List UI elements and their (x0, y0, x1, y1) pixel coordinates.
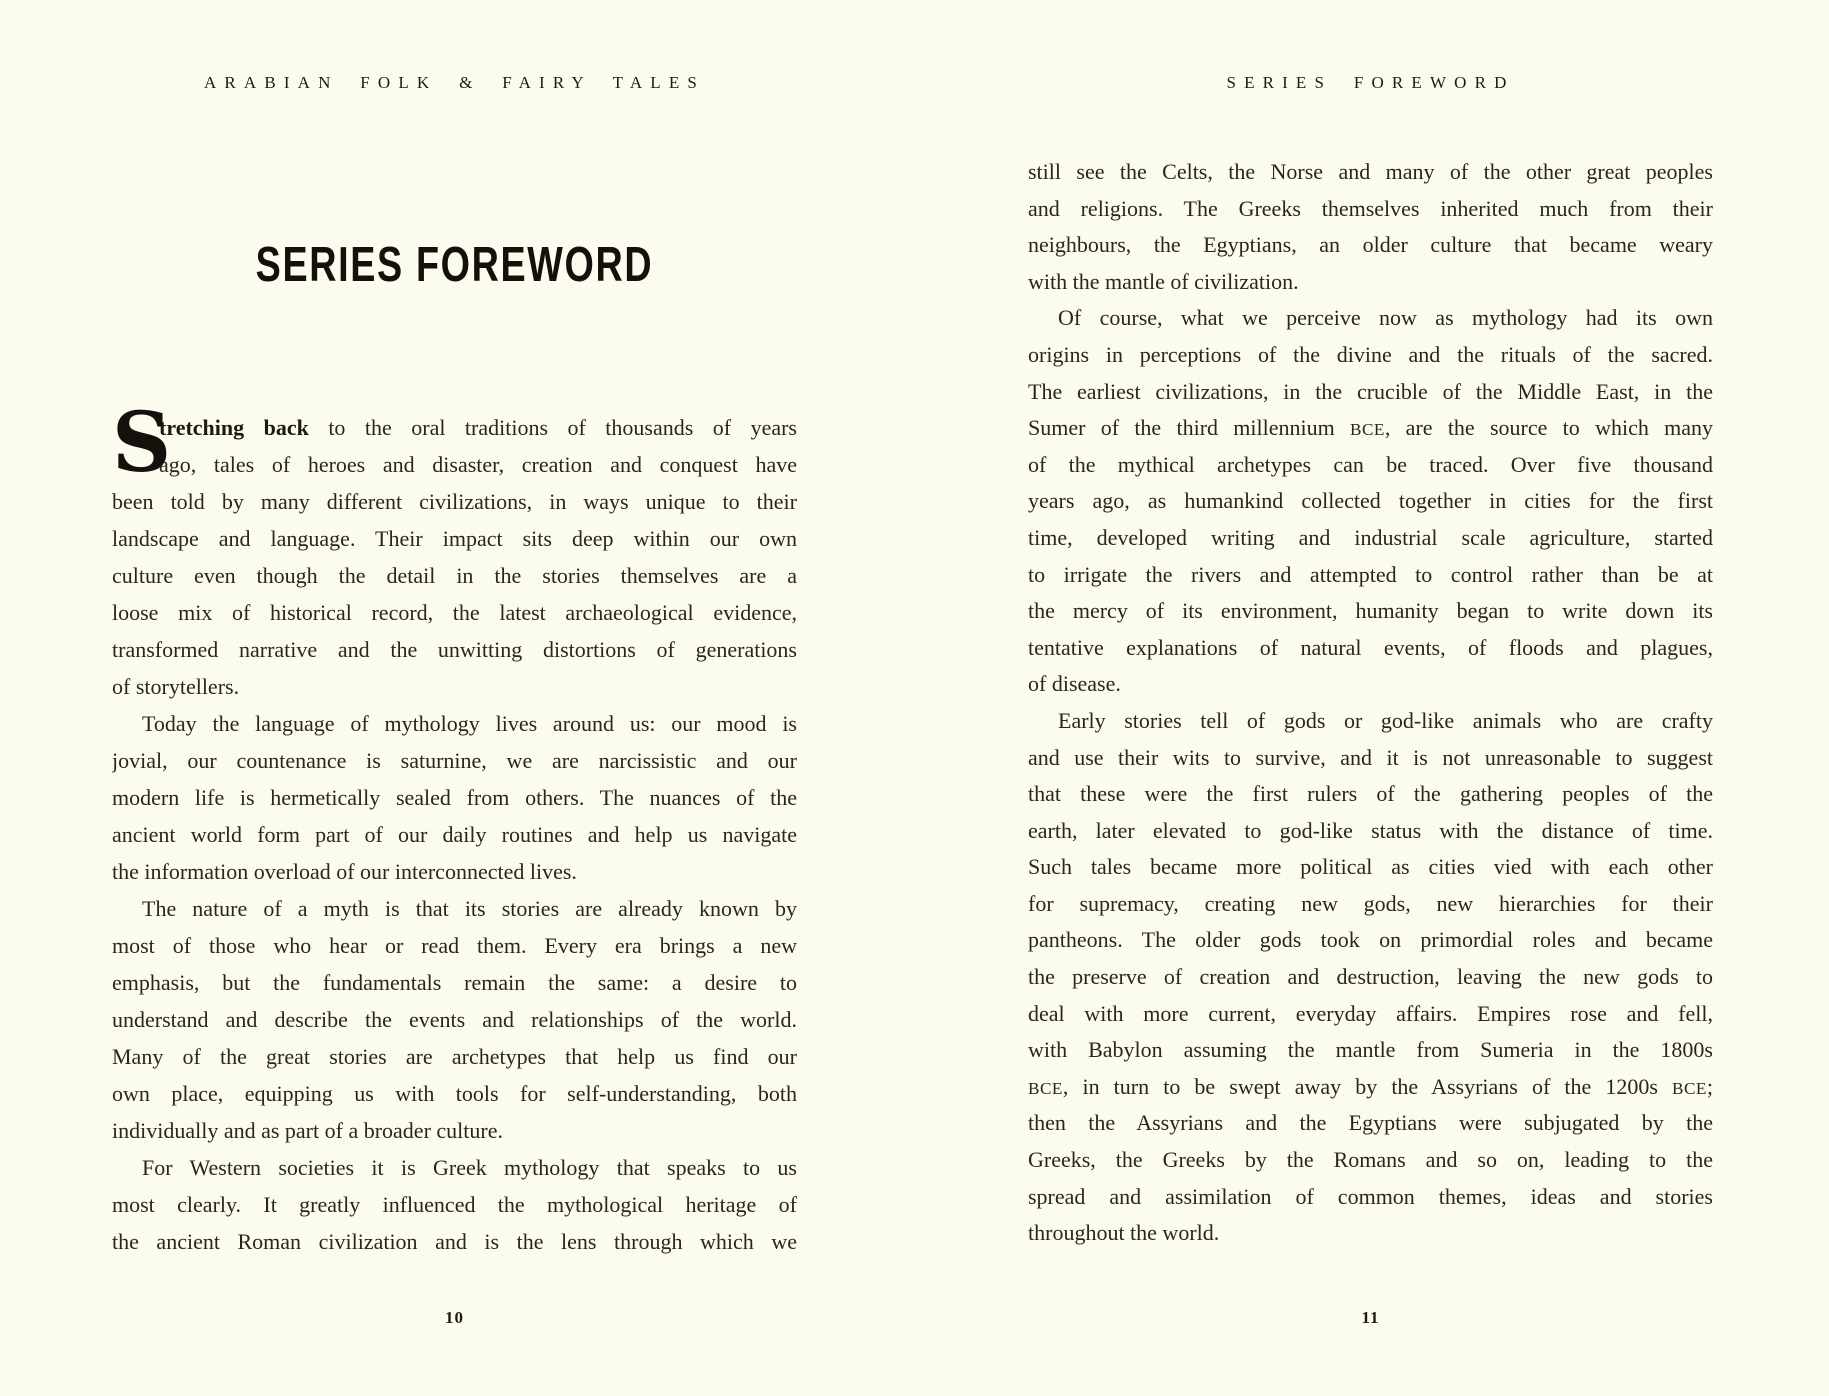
text-line: For Western societies it is Greek mythology that speaks to us (142, 1155, 797, 1180)
text-line: Sumer of the third millennium BCE, are the source to which many (1028, 415, 1713, 441)
text-line: landscape and language. Their impact sits deep within our own (112, 526, 797, 551)
right-body-lines (1028, 154, 1713, 1252)
chapter-title-text: SERIES FOREWORD (255, 236, 654, 292)
text-line: jovial, our countenance is saturnine, we are narcissistic and our (112, 748, 797, 773)
text-line: been told by many different civilizations, in ways unique to their (112, 489, 797, 514)
text-line: of storytellers. (112, 674, 240, 699)
text-line: own place, equipping us with tools for self-understanding, both (112, 1081, 797, 1106)
text-line: deal with more current, everyday affairs. Empires rose and fell, (1028, 1000, 1713, 1026)
text-line: Early stories tell of gods or god-like animals who are crafty (1058, 707, 1713, 733)
text-line (112, 409, 797, 446)
left-body-text (112, 395, 797, 1260)
text-line: The nature of a myth is that its stories are already known by (142, 896, 797, 921)
text-line: still see the Celts, the Norse and many of the other great peoples (1028, 159, 1713, 184)
chapter-title (112, 236, 797, 292)
text-line: time, developed writing and industrial scale agriculture, started (1028, 524, 1713, 550)
text-line: neighbours, the Egyptians, an older culture that became weary (1028, 232, 1713, 258)
text-line: origins in perceptions of the divine and the rituals of the sacred. (1028, 341, 1713, 367)
text-line: of the mythical archetypes can be traced. Over five thousand (1028, 451, 1713, 477)
text-line: that these were the first rulers of the gathering peoples of the (1028, 781, 1713, 807)
drop-cap: S (112, 395, 172, 491)
text-line: to irrigate the rivers and attempted to control rather than be at (1028, 561, 1713, 587)
text-line: Greeks, the Greeks by the Romans and so on, leading to the (1028, 1147, 1713, 1173)
text-line: most of those who hear or read them. Every era brings a new (112, 933, 797, 958)
text-line: years ago, as humankind collected together in cities for the first (1028, 488, 1713, 514)
text-line: Many of the great stories are archetypes that help us find our (112, 1044, 797, 1069)
text-line: and use their wits to survive, and it is not unreasonable to suggest (1028, 744, 1713, 770)
right-page (1028, 0, 1713, 1396)
text-line: with the mantle of civilization. (1028, 268, 1299, 294)
text-line: pantheons. The older gods took on primordial roles and became (1028, 927, 1713, 953)
text-line: with Babylon assuming the mantle from Sumeria in the 1800s (1028, 1037, 1713, 1063)
text-line: earth, later elevated to god-like status with the distance of time. (1028, 817, 1713, 843)
text-line: the preserve of creation and destruction, leaving the new gods to (1028, 964, 1713, 990)
text-line: understand and describe the events and relationships of the world. (112, 1007, 797, 1032)
text-line: then the Assyrians and the Egyptians were subjugated by the (1028, 1110, 1713, 1136)
text-line: individually and as part of a broader culture. (112, 1118, 503, 1143)
text-line: tentative explanations of natural events, of floods and plagues, (1028, 634, 1713, 660)
text-line: Today the language of mythology lives around us: our mood is (142, 711, 797, 736)
left-page (112, 0, 797, 1396)
text-line: ancient world form part of our daily routines and help us navigate (112, 822, 797, 847)
page-number-right: 11 (1361, 1308, 1380, 1327)
text-line: modern life is hermetically sealed from others. The nuances of the (112, 785, 797, 810)
text-line: for supremacy, creating new gods, new hierarchies for their (1028, 890, 1713, 916)
text-line: most clearly. It greatly influenced the mythological heritage of (112, 1192, 797, 1217)
text-line: The earliest civilizations, in the crucible of the Middle East, in the (1028, 378, 1713, 404)
text-line: the information overload of our interconnected lives. (112, 859, 577, 884)
text-line: transformed narrative and the unwitting distortions of generations (112, 637, 797, 662)
text-line: spread and assimilation of common themes, ideas and stories (1028, 1183, 1713, 1209)
text-line: culture even though the detail in the stories themselves are a (112, 563, 797, 588)
text-line: the mercy of its environment, humanity began to write down its (1028, 598, 1713, 624)
text-line: throughout the world. (1028, 1220, 1220, 1246)
text-line: BCE, in turn to be swept away by the Assyrians of the 1200s BCE; (1028, 1073, 1713, 1099)
text-line: Such tales became more political as cities vied with each other (1028, 854, 1713, 880)
text-line: loose mix of historical record, the latest archaeological evidence, (112, 600, 797, 625)
bold-lead-text: tretching back (159, 415, 309, 440)
running-head-book-title: ARABIAN FOLK & FAIRY TALES (203, 73, 705, 92)
text-line: emphasis, but the fundamentals remain the same: a desire to (112, 970, 797, 995)
running-head-chapter: SERIES FOREWORD (1226, 73, 1515, 92)
text-segment: to the oral traditions of thousands of years (308, 415, 797, 440)
text-line: ago, tales of heroes and disaster, creation and conquest have (159, 452, 797, 477)
page-number-left: 10 (445, 1308, 464, 1327)
text-line: Of course, what we perceive now as mythology had its own (1058, 305, 1713, 331)
text-line: the ancient Roman civilization and is the lens through which we (112, 1229, 797, 1254)
text-line: of disease. (1028, 671, 1121, 697)
text-line: and religions. The Greeks themselves inherited much from their (1028, 195, 1713, 221)
left-body-lines (112, 483, 797, 1260)
right-body-text (1028, 154, 1713, 1252)
